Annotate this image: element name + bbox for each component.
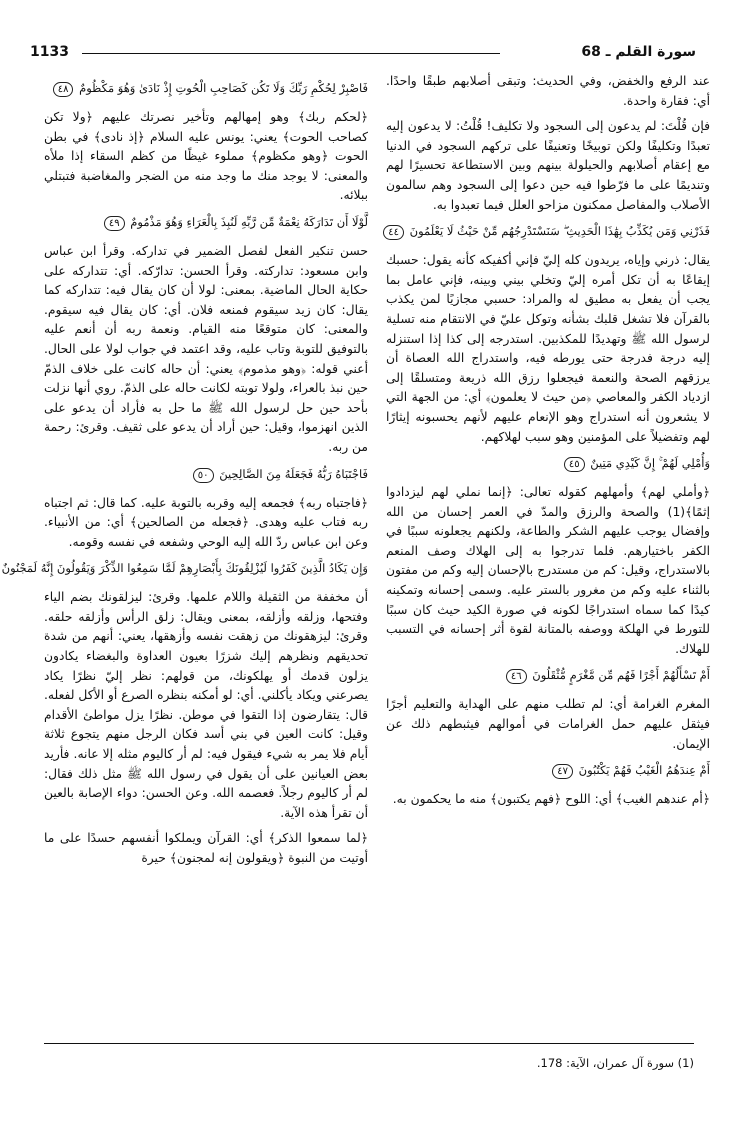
commentary-paragraph: ﴿وأملي لهم﴾ وأمهلهم كقوله تعالى: ﴿إنما نملي لهم ليزدادوا إثمًا﴾(1) والصحة والرزق والمدّ في العمر إحسان من الله وإفضال يوجب عليهم الشكر والطاعة، ولكنهم يجعلونه سببًا في الكفر باختيارهم. فلما تدرجوا به إلى الهلاك وصف المنعم بالاستدراج، وقيل: كم من مستدرج بالإحسان إليه وكم من مفتون بالثناء عليه وكم من مغرور بالستر عليه. وسمى إحسانه وتمكينه كيدًا كما سماه استدراجًا لكونه في صورة الكيد حيث كان سببًا للتورط في الهلكة ووصفه بالمتانة لقوة أثر إحسانه في التسبب للهلاك. xyxy=(386,485,710,656)
quran-verse xyxy=(386,221,710,241)
verse-text: أَمْ عِندَهُمُ الْغَيْبُ فَهُمْ يَكْتُبُونَ xyxy=(578,763,710,778)
quran-verse xyxy=(386,453,710,473)
quran-verse xyxy=(1,558,368,578)
commentary-paragraph: ﴿لحكم ربك﴾ وهو إمهالهم وتأخير نصرتك عليهم ﴿ولا تكن كصاحب الحوت﴾ يعني: يونس عليه السلام ﴿إذ نادى﴾ في بطن الحوت ﴿وهو مكظوم﴾ مملوء غيظًا من كظم السقاء إذا ملأه والمعنى: لا يوجد منك ما وجد منه من الضجر والمغاضبة فتبتلي ببلائه. xyxy=(44,110,368,203)
page-number: 1133 xyxy=(30,44,69,60)
verse-text: فَاصْبِرْ لِحُكْمِ رَبِّكَ وَلَا تَكُن كَصَاحِبِ الْحُوتِ إِذْ نَادَىٰ وَهُوَ مَكْظُومٌ xyxy=(79,81,368,95)
verse-number-marker: ٥٠ xyxy=(193,468,214,483)
quran-verse xyxy=(44,464,368,484)
verse-number-marker: ٤٧ xyxy=(552,764,573,779)
commentary-paragraph: يقال: ذرني وإياه، يريدون كله إليّ فإني أكفيكه كأنه يقول: حسبك إيقاعًا به أن تكل أمره إليّ وتخلي بيني وبينه، فإني عامل بما يجب أن يفعل به مطيق له والمراد: حسبي مجازيًا لمن يكذب بالقرآن فلا تشغل قلبك بشأنه وتوكل عليّ في الانتقام منه تسلية لرسول الله ﷺ وتهديدًا للمكذبين. استدرجه إلى كذا إذا استنزله إليه درجة فدرجة حتى يورطه فيه، واستدراج الله العصاة أن يرزقهم الصحة والنعمة فيجعلوا رزق الله ذريعة ومتسلقًا إلى ازدياد الكفر والمعاصي ﴿من حيث لا يعلمون﴾ أي: من الجهة التي لا يشعرون أنه استدراج وهو الإنعام عليهم لأنهم يحسبونه إيثارًا لهم وتفضيلاً على المؤمنين وهو سبب لهلاكهم. xyxy=(386,253,710,444)
verse-text: فَذَرْنِي وَمَن يُكَذِّبُ بِهَٰذَا الْحَدِيثِ ۖ سَنَسْتَدْرِجُهُم مِّنْ حَيْثُ لَا يَعْلَمُونَ xyxy=(409,224,710,239)
quran-verse xyxy=(386,760,710,780)
footnote: (1) سورة آل عمران، الآية: 178. xyxy=(536,1056,694,1070)
verse-text: وَأُمْلِي لَهُمْ ۚ إِنَّ كَيْدِي مَتِينٌ xyxy=(590,456,710,471)
quran-verse xyxy=(386,665,710,685)
verse-number-marker: ٤٨ xyxy=(53,82,74,97)
left-column xyxy=(1,72,368,875)
commentary-paragraph: ﴿لما سمعوا الذكر﴾ أي: القرآن ويملكوا أنفسهم حسدًا على ما أوتيت من النبوة ﴿ويقولون إنه لمجنون﴾ حيرة xyxy=(44,831,368,865)
verse-number-marker: ٤٩ xyxy=(104,216,125,231)
quran-verse xyxy=(44,212,368,232)
commentary-paragraph: عند الرفع والخفض، وفي الحديث: وتبقى أصلابهم طبقًا واحدًا. أي: فقارة واحدة. xyxy=(386,74,710,108)
verse-text: أَمْ تَسْأَلُهُمْ أَجْرًا فَهُم مِّن مَّغْرَمٍ مُّثْقَلُونَ xyxy=(532,668,710,683)
commentary-paragraph: ﴿أم عندهم الغيب﴾ أي: اللوح ﴿فهم يكتبون﴾ منه ما يحكمون به. xyxy=(392,792,710,807)
commentary-paragraph: فإن قُلْتَ: لم يدعون إلى السجود ولا تكليف! قُلْتُ: لا يدعون إليه تعبدًا وتكليفًا ولكن توبيخًا وتعنيفًا على تركهم السجود في الدنيا مع إعقام أصلابهم والحيلولة بينهم وبين الاستطاعة تحسيرًا لهم وتنديمًا على ما فرّطوا فيه حين دعوا إلى السجود وهم سالمون الأصلاب والمفاصل ممكنون مزاحو العلل فيما تعبدوا به. xyxy=(386,119,710,212)
footnote-rule xyxy=(44,1043,694,1044)
commentary-paragraph: ﴿فاجتباه ربه﴾ فجمعه إليه وقربه بالتوبة عليه. كما قال: ثم اجتباه ربه فتاب عليه وهدى. ﴿فجعله من الصالحين﴾ أي: من الأنبياء. وعن ابن عباس ردّ الله إليه الوحي وشفعه في نفسه وقومه. xyxy=(44,495,368,549)
commentary-paragraph: أن مخففة من الثقيلة واللام علمها. وقرئ: ليزلقونك بضم الياء وفتحها، وزلقه وأزلقه، بمعنى ويقال: زلق الرأس وأزلقه حلقه. وقرئ: ليزهقونك من زهقت نفسه وأزهقها، يعني: أنهم من شدة تحديقهم ونظرهم إليك شزرًا بعيون العداوة والبغضاء يكادون يزلون قدمك أو يهلكونك، من قولهم: نظر إليّ نظرًا يكاد يصرعني ويكاد يأكلني. أي: لو أمكنه بنظره الصرع أو الأكل لفعله. قال: يتقارضون إذا التقوا في موطن. نظرًا يزل مواطئ الأقدام وقيل: كانت العين في بني أسد فكان الرجل منهم يتجوع ثلاثة أيام فلا يمر به شيء فيقول فيه: لم أر كاليوم مثله إلا عانه. فأريد بعض العيانين على أن يقول في رسول الله ﷺ مثل ذلك فقال: لم أر كاليوم رجلاً. فعصمه الله. وعن الحسن: دواء الإصابة بالعين أن تقرأ هذه الآية. xyxy=(44,590,368,820)
running-header xyxy=(30,44,696,64)
verse-text: لَّوْلَا أَن تَدَارَكَهُ نِعْمَةٌ مِّن رَّبِّهِ لَنُبِذَ بِالْعَرَاءِ وَهُوَ مَذْمُومٌ xyxy=(130,214,368,229)
verse-text: فَاجْتَبَاهُ رَبُّهُ فَجَعَلَهُ مِنَ الصَّالِحِينَ xyxy=(219,466,368,481)
surah-title: سورة القلم ـ 68 xyxy=(581,44,696,60)
header-rule xyxy=(82,53,500,54)
commentary-paragraph: حسن تنكير الفعل لفصل الضمير في تداركه. وقرأ ابن عباس وابن مسعود: تداركته. وقرأ الحسن: تدارّكه. أي: تتداركه على حكاية الحال الماضية. بمعنى: لولا أن كان يقال فيه: تتداركه كما يقال: كان زيد سيقوم فمنعه فلان. أي: كان يقال فيه سيقوم. والمعنى: كان متوقعًا منه القيام. ونعمة ربه أن أنعم عليه بالتوفيق للتوبة وتاب عليه، وقد اعتمد في جواب لولا على الحال. أعني قوله: ﴿وهو مذموم﴾ يعني: أن حاله كانت على خلاف الذمّ حين نبذ بالعراء، ولولا توبته لكانت حاله على الذمّ. روي أنها نزلت بأحد حين حل لرسول الله ﷺ ما حل به فأراد أن يدعو على الذين انهزموا، وقيل: حين أراد أن يدعو على ثقيف. وقرئ: رحمة من ربه. xyxy=(44,243,368,454)
verse-number-marker: ٤٥ xyxy=(564,457,585,472)
right-column xyxy=(386,72,710,816)
commentary-paragraph: المغرم الغرامة أي: لم تطلب منهم على الهداية والتعليم أجرًا فيثقل عليهم حمل الغرامات في أموالهم فيثبطهم ذلك عن الإيمان. xyxy=(386,697,710,751)
quran-verse xyxy=(44,78,368,98)
verse-text: وَإِن يَكَادُ الَّذِينَ كَفَرُوا لَيُزْلِقُونَكَ بِأَبْصَارِهِمْ لَمَّا سَمِعُوا الذِّكْرَ وَيَقُولُونَ إِنَّهُ لَمَجْنُونٌ xyxy=(1,561,368,576)
verse-number-marker: ٤٤ xyxy=(383,225,404,240)
verse-number-marker: ٤٦ xyxy=(506,669,527,684)
